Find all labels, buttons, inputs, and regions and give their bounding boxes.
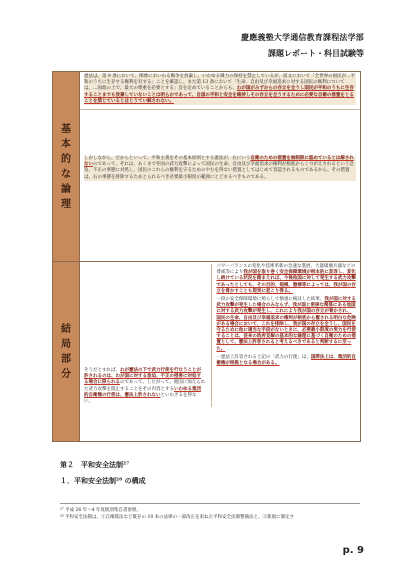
underlined-text: 国際法上は、集団的自衛権が根拠となる場合がある。: [216, 354, 356, 367]
text-run: のであって、したがって、他国に加えられた武力攻撃を阻止することをその内容とする: [84, 380, 206, 392]
label-char: 的: [61, 153, 71, 165]
row-label-conclusion: [53, 262, 80, 442]
underlined-text: いわゆる集団的自衛権の行使は、憲法上許されない: [84, 386, 201, 398]
document-header: [241, 32, 364, 59]
text-run: 憲法は、第 9 条において、関係においわる戦争を放棄し、いわゆる戦力の保持を禁止しているが、前文において「全世界の国民が…平和のうちに生存する権利を有する」ことを確認し、また第 13 条において「生命、自由及び幸福追求に対する国民の権利については、…国政の上で、最大の尊重を必要とする」旨を定めていることからも、: [84, 74, 356, 92]
basic-logic-paragraph: [84, 74, 356, 105]
header-report-type: 課題レポート・科目試験等: [268, 48, 364, 58]
analysis-table: [52, 71, 361, 442]
header-university: 慶應義塾大学通信教育課程法学部: [241, 32, 364, 42]
underlined-text: 我が国を取り巻く安全保障環境が根本的に変容し、変化し続けている状況を踏まえれば、今後他国に対して発生する武力攻撃であったとしても、その目的、規模、態様等によっては、我が国の存立を脅かすことも現実に起こり得る。: [216, 270, 356, 294]
conclusion-content: [80, 262, 361, 442]
footnotes: [60, 503, 360, 521]
footnote-27: ²⁷ 平成 26 年～4 年度既別集自書参照。: [60, 508, 141, 513]
subsection-title: １．平和安全法制²⁸ の構成: [60, 476, 146, 485]
conclusion-right-column: [211, 264, 356, 407]
conclusion-right-paragraph: [216, 297, 356, 353]
conclusion-left-column: [84, 264, 205, 407]
row-label-basic-logic: [53, 72, 80, 262]
section-heading-block: [60, 460, 146, 492]
text-run: パワーバランスの変化や技術革新の急速な進展、大量破壊兵器などの脅威等により: [216, 264, 356, 276]
blank-space: [80, 109, 360, 158]
label-char: 部: [61, 353, 71, 365]
basic-logic-content: [80, 72, 361, 262]
label-char: 基: [61, 123, 71, 135]
text-run: そうだとすれば、: [84, 368, 120, 373]
label-char: 局: [61, 338, 71, 350]
underlined-text: わが国がみずからの存立を全うし国民が平和のうちに生存することまでも放棄していないことは明らかであって、自国の平和と安全を維持しその存立を全うするために必要な自衛の措置をとることを禁じているとはとうてい解されない。: [84, 86, 354, 104]
text-run: 一憲法上許容される上記の「武力の行使」は、: [216, 354, 311, 360]
label-char: な: [61, 168, 71, 180]
label-char: 論: [61, 183, 71, 195]
conclusion-right-paragraph: [216, 264, 356, 295]
text-run: しかしながら、だからといって、平和主義をその基本原則とする憲法が、右にいう: [84, 156, 251, 162]
section-title: 第２ 平和安全法制²⁷: [60, 460, 130, 469]
label-char: 結: [61, 323, 71, 335]
page-number: p. 9: [342, 545, 364, 556]
label-char: 本: [61, 138, 71, 150]
basic-logic-paragraph: [84, 156, 356, 181]
underlined-text: わが憲法の下で武力行使を行なうことが許されるのは、わが国に対する急迫、不正の侵害に対処する場合に限られる: [84, 368, 201, 386]
conclusion-right-paragraph: [216, 355, 356, 367]
footnote-28: ²⁸ 平和安全法制は、①自衛隊法など既存の 10 本の法律の一部改正を束ねた平和安全法制整備法と、②新規に制定さ: [60, 515, 295, 520]
label-char: 分: [61, 368, 71, 380]
conclusion-left-paragraph: [84, 368, 205, 405]
underlined-text: 自衛のための措置を無制限に認めているとは解されない: [84, 156, 354, 168]
underlined-text: 我が国に対する武力攻撃が発生した場合のみならず、我が国と密接な関係にある他国に対する武力攻撃が発生し、これにより我が国の存立が脅かされ、国民の生命、自由及び幸福追求の権利が根底から覆される明白な危険がある場合において、これを排除し、我が国の存立を全うし、国民を守るために他に適当な手段がないときに、必要最小限度の実力を行使することは、従来の政府見解の基本的な論理に基づく自衛のための措置として、憲法上許容されると考えるべきであると判断するに至った。: [216, 297, 356, 352]
text-run: といわざるを得ない。: [84, 392, 197, 405]
label-char: 理: [61, 198, 71, 210]
text-run: 一段の安全保障環境に照らして慎重に検討した結果、: [216, 297, 325, 303]
text-run: のであって、それは、あくまで外国の武力攻撃によって国民の生命、自由及び幸福追求の権利が根底からくつがえされるという急迫、不正の事態に対処し、国民のこれらの権利を守るためのやむを得ない措置としてはじめて容認されるものであるから、その措置は、右の事態を排除するためとられるべき必要最小限度の範囲にとどまるべきものである。: [84, 162, 354, 180]
